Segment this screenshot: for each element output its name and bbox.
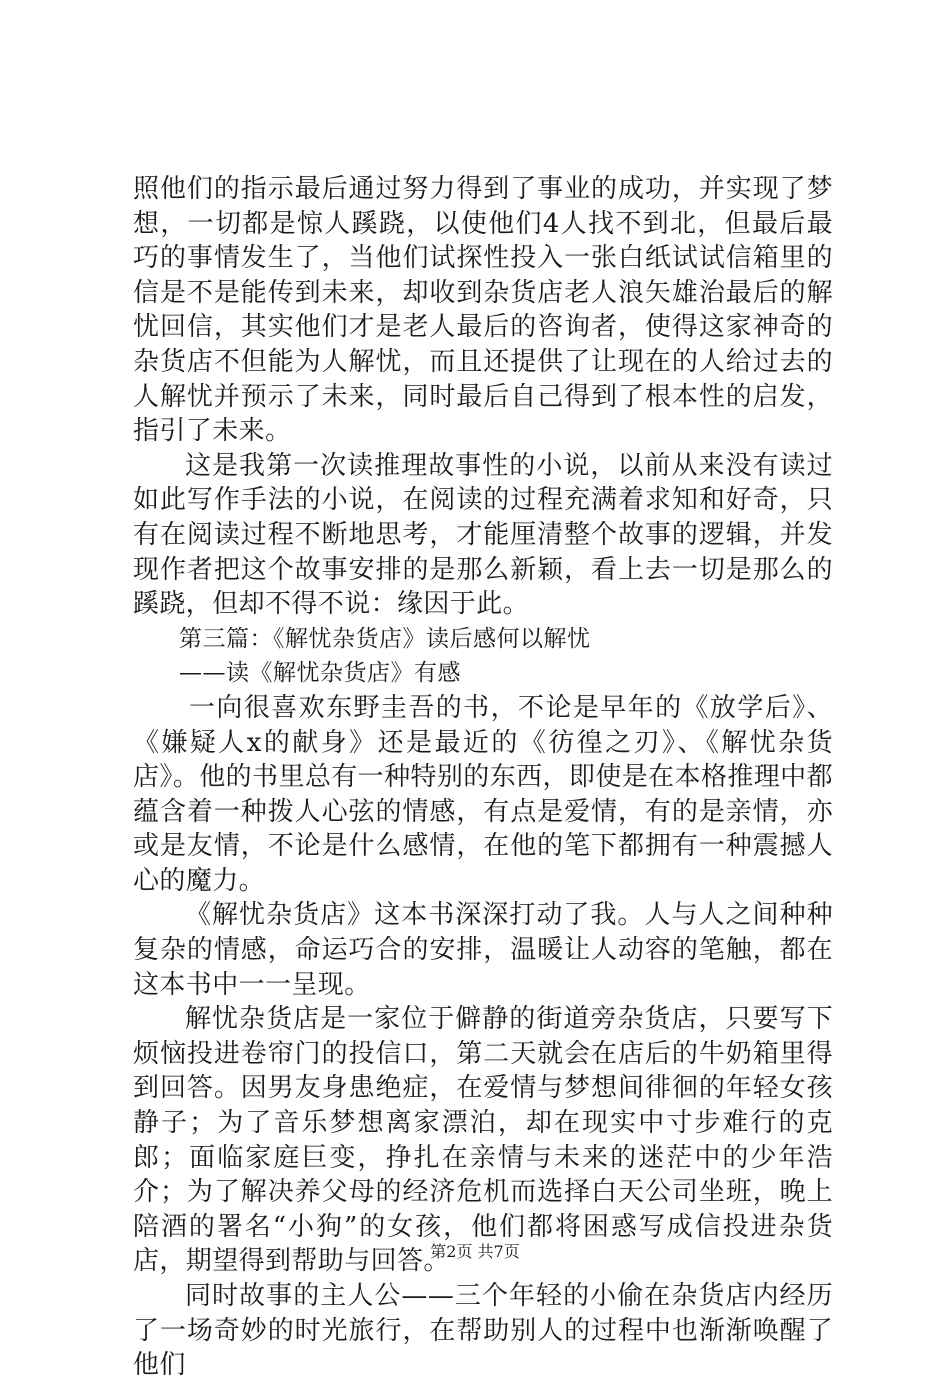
page-number-footer: 第2页 共7页 xyxy=(430,1242,520,1261)
paragraph-3: 一向很喜欢东野圭吾的书，不论是早年的《放学后》、《嫌疑人x的献身》还是最近的《彷徨之刃》、《解忧杂货店》。他的书里总有一种特别的东西，即使是在本格推理中都蕴含着一种拨人心弦的情感，有点是爱情，有的是亲情，亦或是友情，不论是什么感情，在他的笔下都拥有一种震撼人心的魔力。 xyxy=(133,692,833,896)
paragraph-5: 解忧杂货店是一家位于僻静的街道旁杂货店，只要写下烦恼投进卷帘门的投信口，第二天就会在店后的牛奶箱里得到回答。因男友身患绝症，在爱情与梦想间徘徊的年轻女孩静子；为了音乐梦想离家漂泊，却在现实中寸步难行的克郎；面临家庭巨变，挣扎在亲情与未来的迷茫中的少年浩介；为了解决养父母的经济危机而选择白天公司坐班，晚上陪酒的署名“小狗”的女孩，他们都将困惑写成信投进杂货店，期望得到帮助与回答。 xyxy=(133,1004,833,1277)
paragraph-1: 照他们的指示最后通过努力得到了事业的成功，并实现了梦想，一切都是惊人蹊跷，以使他们4人找不到北，但最后最巧的事情发生了，当他们试探性投入一张白纸试试信箱里的信是不是能传到未来，却收到杂货店老人浪矢雄治最后的解忧回信，其实他们才是老人最后的咨询者，使得这家神奇的杂货店不但能为人解忧，而且还提供了让现在的人给过去的人解忧并预示了未来，同时最后自己得到了根本性的启发，指引了未来。 xyxy=(133,174,833,447)
paragraph-4: 《解忧杂货店》这本书深深打动了我。人与人之间种种复杂的情感，命运巧合的安排，温暖让人动容的笔触，都在这本书中一一呈现。 xyxy=(133,900,833,1000)
section-title: 第三篇：《解忧杂货店》读后感何以解忧 xyxy=(179,625,591,652)
section-subtitle: ——读《解忧杂货店》有感 xyxy=(179,660,461,687)
document-body xyxy=(133,172,833,1383)
paragraph-2: 这是我第一次读推理故事性的小说，以前从来没有读过如此写作手法的小说，在阅读的过程充满着求知和好奇，只有在阅读过程不断地思考，才能厘清整个故事的逻辑，并发现作者把这个故事安排的是那么新颖，看上去一切是那么的蹊跷，但却不得不说：缘因于此。 xyxy=(133,450,833,620)
paragraph-6: 同时故事的主人公——三个年轻的小偷在杂货店内经历了一场奇妙的时光旅行，在帮助别人的过程中也渐渐唤醒了他们 xyxy=(133,1281,833,1381)
